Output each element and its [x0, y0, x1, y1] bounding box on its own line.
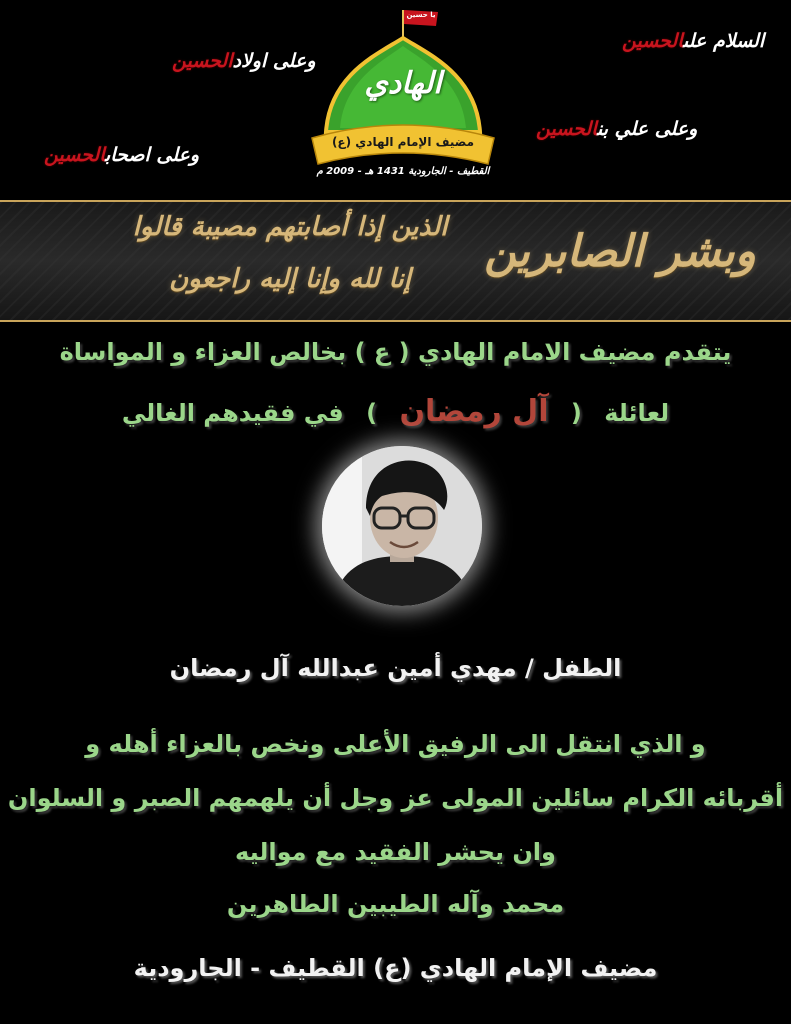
greeting-white: وعلى اصحاب: [105, 144, 200, 166]
greeting-top-left: [172, 50, 316, 72]
greeting-white: وعلى اولاد: [232, 50, 316, 72]
message-line-2: أقربائه الكرام سائلين المولى عز وجل أن يلهمهم الصبر و السلوان: [7, 784, 784, 812]
majlis-logo: [308, 4, 498, 198]
greeting-white: وعلى علي بن: [597, 118, 698, 140]
ribbon-text: مضيف الإمام الهادي (ع): [331, 135, 475, 149]
logo-subtext: القطيف - الجارودية 1431 هـ - 2009 م: [316, 166, 490, 177]
greeting-red: الحسين: [536, 118, 597, 140]
dome-text: الهادي: [364, 66, 442, 101]
paren-close: ): [366, 399, 378, 427]
family-prefix: لعائلة: [604, 399, 670, 427]
condolence-line-2: [0, 394, 791, 429]
banner-title: وبشر الصابرين: [484, 226, 756, 277]
deceased-name: الطفل / مهدي أمين عبدالله آل رمضان: [169, 654, 622, 682]
greeting-mid-left: [44, 144, 199, 166]
greeting-red: الحسين: [622, 30, 683, 52]
paren-open: (: [570, 399, 582, 427]
greeting-white: السلام على: [683, 30, 765, 52]
verse-banner: [0, 200, 791, 322]
condolence-line-1: يتقدم مضيف الامام الهادي ( ع ) بخالص العزاء و المواساة: [59, 338, 732, 366]
message-line-3: وان يحشر الفقيد مع مواليه: [235, 838, 556, 866]
verse-line-1: الذين إذا أصابتهم مصيبة قالوا: [132, 212, 448, 242]
greeting-top-right: [622, 30, 764, 52]
message-line-4: محمد وآله الطيبين الطاهرين: [226, 890, 565, 918]
footer-signature: مضيف الإمام الهادي (ع) القطيف - الجارودية: [133, 954, 658, 982]
verse-line-2: إنا لله وإنا إليه راجعون: [169, 264, 411, 294]
greeting-mid-right: [536, 118, 697, 140]
deceased-photo: [322, 446, 482, 606]
portrait-image: [322, 446, 482, 606]
greeting-red: الحسين: [172, 50, 233, 72]
flag-text: يا حسين: [406, 11, 436, 19]
family-suffix: في فقيدهم الغالي: [121, 399, 344, 427]
family-name: آل رمضان: [399, 394, 549, 429]
greeting-red: الحسين: [44, 144, 105, 166]
message-line-1: و الذي انتقل الى الرفيق الأعلى ونخص بالعزاء أهله و: [85, 730, 706, 758]
